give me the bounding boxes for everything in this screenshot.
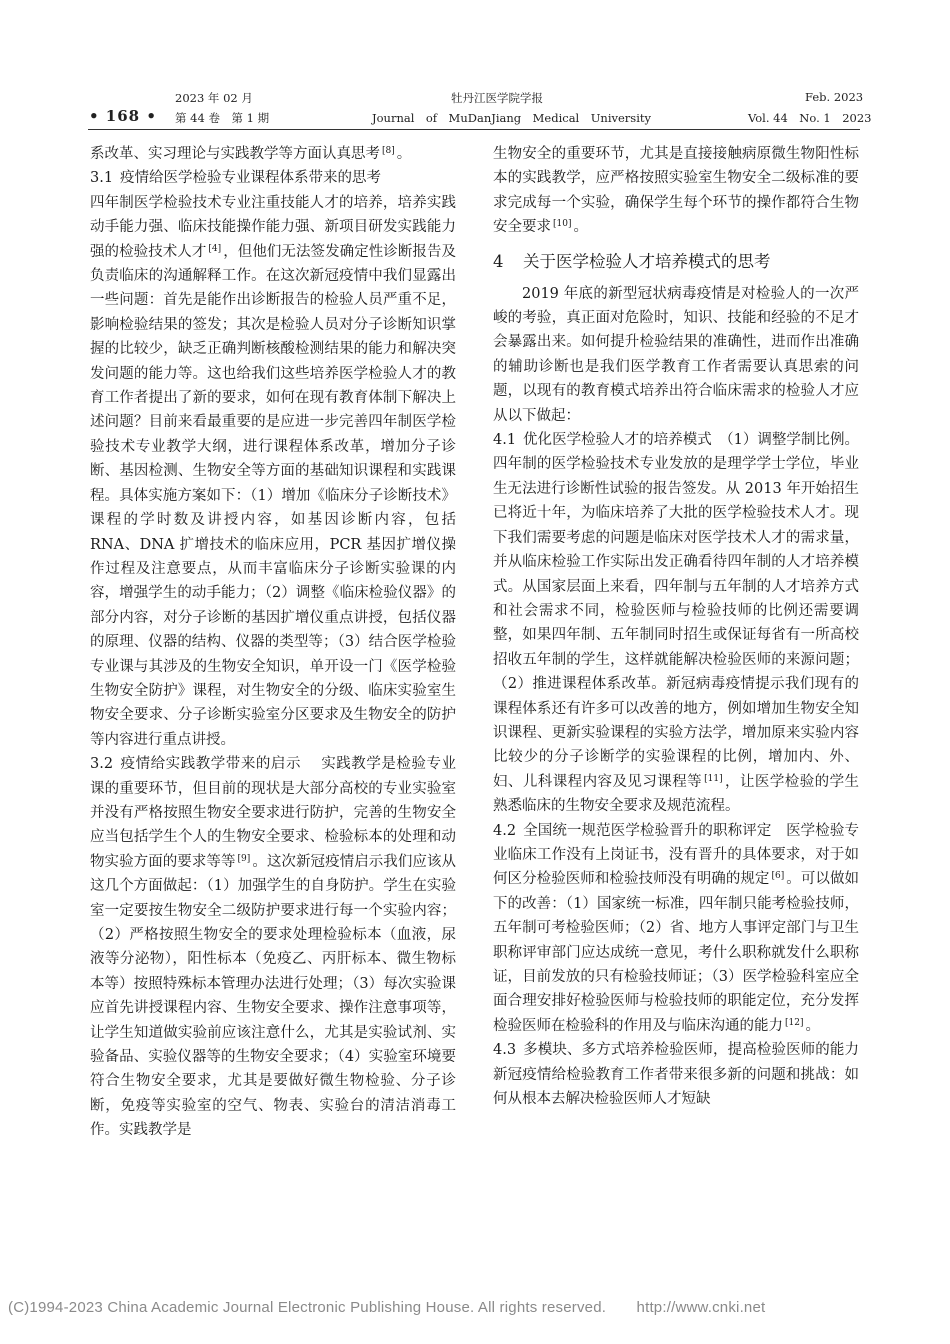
header-journal-cn: 牡丹江医学院学报 (451, 91, 543, 105)
citation-ref: [9] (237, 853, 251, 864)
citation-ref: [11] (704, 773, 723, 784)
header-journal-en: Journal of MuDanJiang Medical University (372, 111, 652, 125)
section-4-3-title: 多模块、多方式培养检验医师，提高检验医师的能力 (523, 1042, 859, 1059)
page-number: • 168 • (89, 107, 157, 125)
citation-ref: [8] (382, 146, 395, 156)
continued-paragraph: 生物安全的重要环节，尤其是直接接触病原微生物阳性标本的实践教学，应严格按照实验室生物安全二级标准的要求完成每一个实验，确保学生每个环节的操作都符合生物安全要求 [10] 。 (493, 146, 859, 236)
section-3-2-paragraph: 3.2 疫情给实践教学带来的启示 实践教学是检验专业课的重要环节，但目前的现状是大部分高校的专业实验室并没有严格按照生物安全要求进行防护，完善的生物安全应当包括学生个人的生物安全要求、检验标本的处理和动物实验方面的要求等等 [9] 。这次新冠疫情启示我们应该从这几个方面做起：（1）加强学生的自身防护。学生在实验室一定要按生物安全二级防护要求进行每一个实验内容；（2）严格按照生物安全的要求处理检验标本（血液，尿液等分泌物），阳性标本（免疫乙、丙肝标本、微生物标本等）按照特殊标本管理办法进行处理；（3）每次实验课应首先讲授课程内容、生物安全要求、操作注意事项等，让学生知道做实验前应该注意什么，尤其是实验试剂、实验备品、实验仪器等的生物安全要求；（4）实验室环境要符合生物安全要求，尤其是要做好微生物检验、分子诊断，免疫等实验室的空气、物表、实验台的清洁消毒工作。实践教学是 (90, 756, 457, 1139)
section-4-3-paragraph: 4.3 多模块、多方式培养检验医师，提高检验医师的能力 新冠疫情给检验教育工作者带来很多新的问题和挑战：如何从根本去解决检验医师人才短缺 (493, 1042, 859, 1108)
section-3-1-paragraph: 四年制医学检验技术专业注重技能人才的培养，培养实践动手能力强、临床技能操作能力强、新项目研发实践能力强的检验技术人才 [4] ，但他们无法签发确定性诊断报告及负责临床的沟通解释工作。在这次新冠疫情中我们显露出一些问题：首先是能作出诊断报告的检验人员严重不足，影响检验结果的签发；其次是检验人员对分子诊断知识掌握的比较少，缺乏正确判断核酸检测结果的能力和解决突发问题的能力等。这也给我们这些培养医学检验人才的教育工作者提出了新的要求，如何在现有教育体制下解决上述问题？目前来看最重要的是应进一步完善四年制医学检验技术专业教学大纲，进行课程体系改革，增加分子诊断、基因检测、生物安全等方面的基础知识课程和实践课程。具体实施方案如下：（1）增加《临床分子诊断技术》课程的学时数及讲授内容，如基因诊断内容，包括 RNA、DNA 扩增技术的临床应用，PCR 基因扩增仪操作过程及注意要点，从而丰富临床分子诊断实验课的内容，增强学生的动手能力；（2）调整《临床检验仪器》的部分内容，对分子诊断的基因扩增仪重点讲授，包括仪器的原理、仪器的结构、仪器的类型等；（3）结合医学检验专业课与其涉及的生物安全知识，单开设一门《医学检验生物安全防护》课程，对生物安全的分级、临床实验室生物安全要求、分子诊断实验室分区要求及生物安全的防护等内容进行重点讲授。 (90, 194, 457, 748)
header-date-en: Feb. 2023 (805, 90, 864, 104)
header-volume-en: Vol. 44 No. 1 2023 (748, 111, 872, 125)
header-date-cn: 2023 年 02 月 (175, 91, 253, 105)
header-volume-cn: 第 44 卷 第 1 期 (175, 111, 270, 125)
header-divider (88, 129, 860, 130)
section-4-2-paragraph: 4.2 全国统一规范医学检验晋升的职称评定 医学检验专业临床工作没有上岗证书，没有晋升的具体要求，对于如何区分检验医师和检验技师没有明确的规定 [6] 。可以做如下的改善：（1）国家统一标准，四年制只能考检验技师，五年制可考检验医师；（2）省、地方人事评定部门与卫生职称评审部门应达成统一意见，考什么职称就发什么职称证，目前发放的只有检验技师证；（3）医学检验科室应全面合理安排好检验医师与检验技师的职能定位，充分发挥检验医师在检验科的作用及与临床沟通的能力 [12] 。 (493, 822, 860, 1034)
section-3-2-title: 疫情给实践教学带来的启示 (120, 756, 302, 773)
citation-ref: [6] (771, 871, 785, 882)
section-4-1-paragraph: 4.1 优化医学检验人才的培养模式 （1）调整学制比例。四年制的医学检验技术专业发放的是理学学士学位，毕业生无法进行诊断性试验的报告签发。从 2013 年开始招生已将近十年，为临床培养了大批的医学检验技术人才。现下我们需要考虑的问题是临床对医学技术人才的需求量，并从临床检验工作实际出发正确看待四年制的人才培养模式。从国家层面上来看，四年制与五年制的人才培养方式和社会需求不同，检验医师与检验技师的比例还需要调整，如果四年制、五年制同时招生或保证每省有一所高校招收五年制的学生，这样就能解决检验医师的来源问题；（2）推进课程体系改革。新冠病毒疫情提示我们现有的课程体系还有许多可以改善的地方，例如增加生物安全知识课程、更新实验课程的实验方法学，增加原来实验内容比较少的分子诊断学的实验课程的比例，增加内、外、妇、儿科课程内容及见习课程等 [11] ，让医学检验的学生熟悉临床的生物安全要求及规范流程。 (493, 432, 860, 815)
section-4-2-title: 全国统一规范医学检验晋升的职称评定 (523, 822, 772, 839)
intro-paragraph: 系改革、实习理论与实践教学等方面认真思考 [8] 。 (90, 146, 412, 162)
citation-ref: [4] (208, 243, 222, 254)
section-4-paragraph: 2019 年底的新型冠状病毒疫情是对检验人的一次严峻的考验，真正面对危险时，知识、技能和经验的不足才会暴露出来。如何提升检验结果的准确性，进而作出准确的辅助诊断也是我们医学教育工作者需要认真思索的问题，以现有的教育模式培养出符合临床需求的检验人才应从以下做起： (493, 285, 859, 424)
left-column (90, 142, 456, 1143)
copyright-footer: (C)1994-2023 China Academic Journal Electronic Publishing House. All rights reserved. http://www.cnki.net (8, 1299, 766, 1316)
right-column (493, 142, 859, 1111)
citation-ref: [12] (785, 1017, 804, 1028)
section-4-heading: 4 关于医学检验人才培养模式的思考 (493, 251, 771, 271)
citation-ref: [10] (553, 219, 572, 230)
section-3-1-heading: 3.1 疫情给医学检验专业课程体系带来的思考 (90, 170, 381, 187)
section-4-1-title: 优化医学检验人才的培养模式 (523, 432, 712, 449)
